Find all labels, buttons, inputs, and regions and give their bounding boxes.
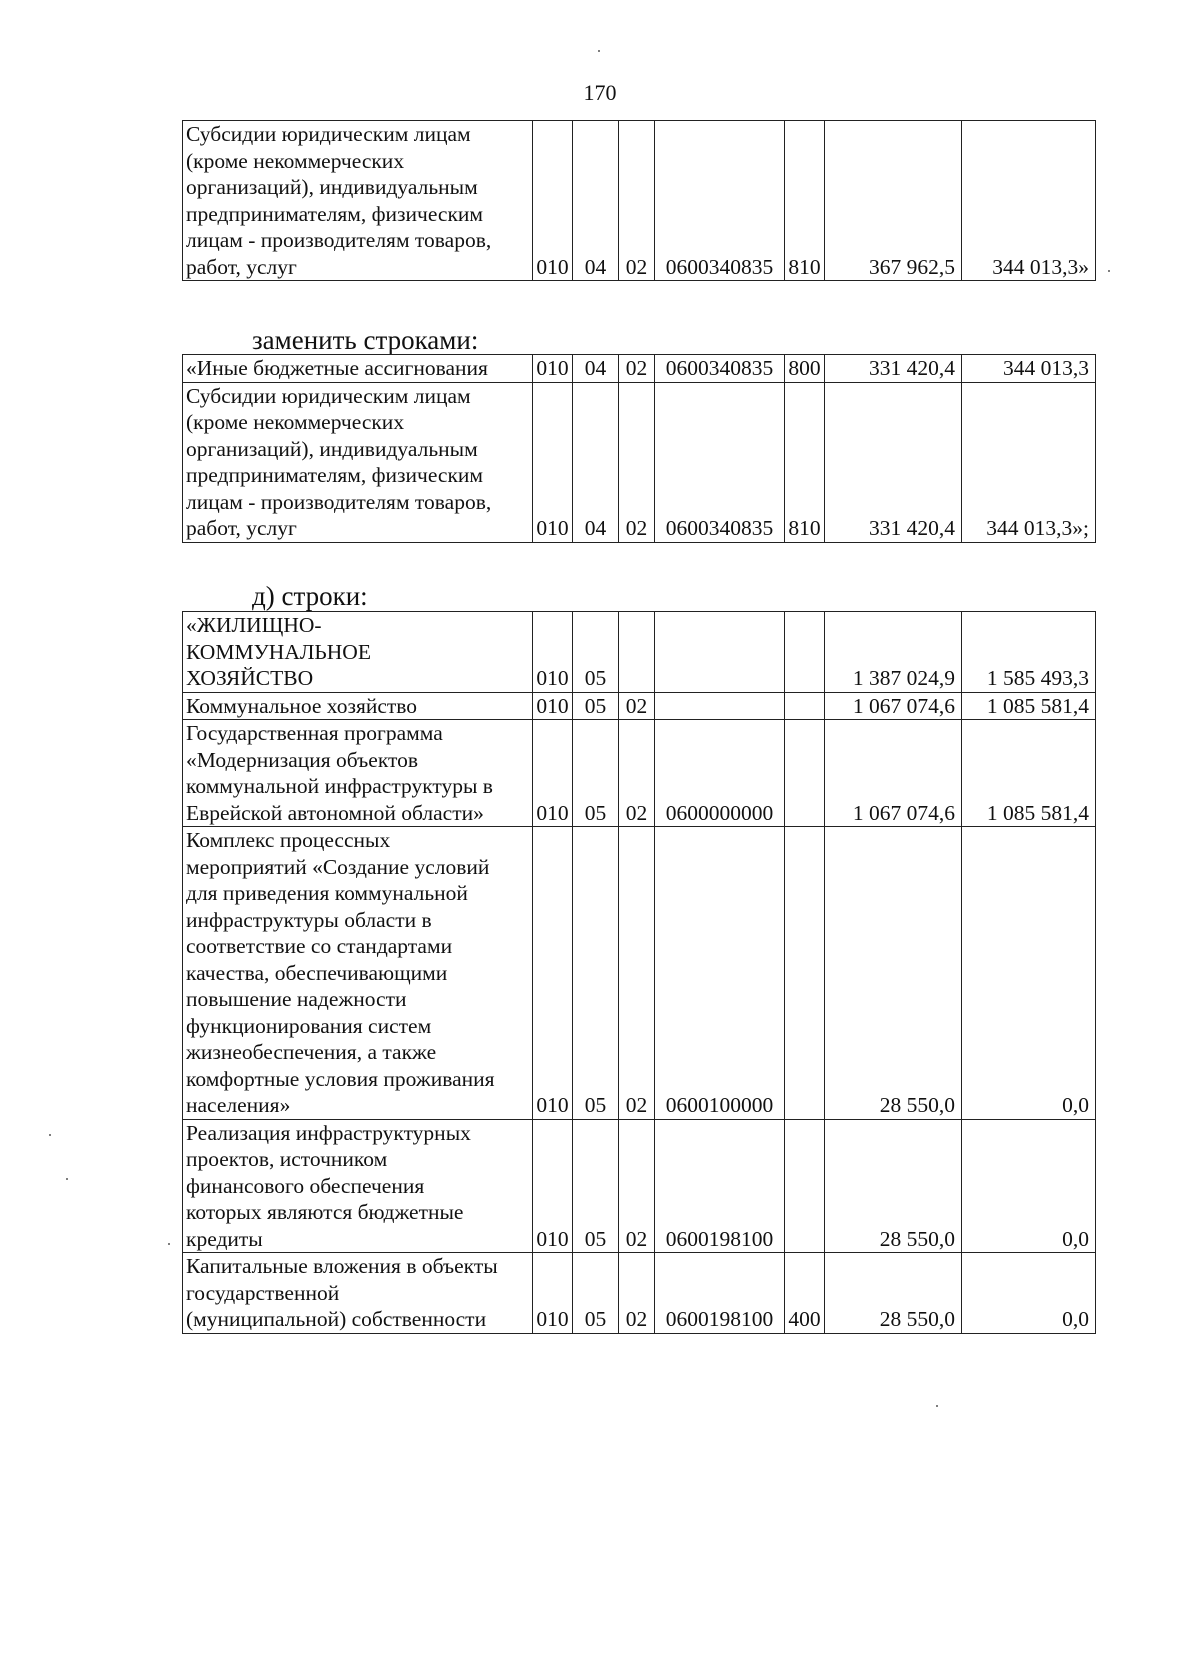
expense-type-code-cell: 800 — [785, 355, 825, 383]
row-description: Субсидии юридическим лицам (кроме некоммерческих организаций), индивидуальным предпринимателям, физическим лицам - производителям товаров, работ, услуг — [183, 121, 533, 281]
amount-year1-cell: 1 387 024,9 — [825, 612, 962, 693]
table-row — [183, 1119, 1096, 1253]
subsection-code-cell: 02 — [619, 355, 655, 383]
row-description: Государственная программа «Модернизация объектов коммунальной инфраструктуры в Еврейской автономной области» — [183, 720, 533, 827]
target-item-code-cell: 0600198100 — [655, 1253, 785, 1334]
budget-table-replacement — [182, 354, 1096, 543]
amount-year2-cell: 1 585 493,3 — [962, 612, 1096, 693]
section-code-cell: 05 — [573, 827, 619, 1120]
scan-speck — [936, 1405, 938, 1407]
scan-speck — [598, 50, 600, 52]
section-code-cell: 04 — [573, 355, 619, 383]
subsection-code-cell: 02 — [619, 382, 655, 542]
section-code-cell: 05 — [573, 612, 619, 693]
ved-code-cell: 010 — [533, 612, 573, 693]
budget-table-d — [182, 611, 1096, 1334]
subsection-code-cell — [619, 612, 655, 693]
scan-speck — [49, 1134, 51, 1136]
ved-code-cell: 010 — [533, 382, 573, 542]
expense-type-code-cell: 810 — [785, 121, 825, 281]
amount-year1-cell: 367 962,5 — [825, 121, 962, 281]
table-row — [183, 720, 1096, 827]
budget-table-top — [182, 120, 1096, 281]
subsection-code-cell: 02 — [619, 1119, 655, 1253]
amount-year1-cell: 1 067 074,6 — [825, 720, 962, 827]
scan-speck — [168, 1243, 170, 1245]
ved-code-cell: 010 — [533, 1253, 573, 1334]
amount-year2-cell: 0,0 — [962, 827, 1096, 1120]
target-item-code-cell: 0600000000 — [655, 720, 785, 827]
target-item-code-cell — [655, 612, 785, 693]
row-description: Капитальные вложения в объекты государственной (муниципальной) собственности — [183, 1253, 533, 1334]
amount-year2-cell: 1 085 581,4 — [962, 720, 1096, 827]
section-heading-d: д) строки: — [252, 581, 368, 611]
target-item-code-cell: 0600198100 — [655, 1119, 785, 1253]
ved-code-cell: 010 — [533, 720, 573, 827]
row-description: Субсидии юридическим лицам (кроме некоммерческих организаций), индивидуальным предпринимателям, физическим лицам - производителям товаров, работ, услуг — [183, 382, 533, 542]
table-row — [183, 612, 1096, 693]
subsection-code-cell: 02 — [619, 827, 655, 1120]
table-row — [183, 382, 1096, 542]
row-description: Комплекс процессных мероприятий «Создание условий для приведения коммунальной инфраструктуры области в соответствие со стандартами качества, обеспечивающими повышение надежности функционирования систем жизнеобеспечения, а также комфортные условия проживания населения» — [183, 827, 533, 1120]
row-description: «Иные бюджетные ассигнования — [183, 355, 533, 383]
expense-type-code-cell — [785, 612, 825, 693]
ved-code-cell: 010 — [533, 692, 573, 720]
target-item-code-cell — [655, 692, 785, 720]
target-item-code-cell: 0600100000 — [655, 827, 785, 1120]
amount-year1-cell: 331 420,4 — [825, 355, 962, 383]
target-item-code-cell: 0600340835 — [655, 121, 785, 281]
table-row — [183, 827, 1096, 1120]
ved-code-cell: 010 — [533, 121, 573, 281]
expense-type-code-cell — [785, 827, 825, 1120]
page-number: 170 — [583, 80, 617, 105]
row-description: «ЖИЛИЩНО- КОММУНАЛЬНОЕ ХОЗЯЙСТВО — [183, 612, 533, 693]
amount-year2-cell: 344 013,3» — [962, 121, 1096, 281]
section-code-cell: 05 — [573, 1119, 619, 1253]
section-code-cell: 05 — [573, 692, 619, 720]
amount-year2-cell: 0,0 — [962, 1253, 1096, 1334]
table-row — [183, 692, 1096, 720]
subsection-code-cell: 02 — [619, 692, 655, 720]
table-row — [183, 121, 1096, 281]
expense-type-code-cell — [785, 692, 825, 720]
amount-year2-cell: 0,0 — [962, 1119, 1096, 1253]
expense-type-code-cell: 400 — [785, 1253, 825, 1334]
amount-year2-cell: 344 013,3 — [962, 355, 1096, 383]
expense-type-code-cell — [785, 1119, 825, 1253]
row-description: Реализация инфраструктурных проектов, источником финансового обеспечения которых являются бюджетные кредиты — [183, 1119, 533, 1253]
amount-year1-cell: 331 420,4 — [825, 382, 962, 542]
subsection-code-cell: 02 — [619, 1253, 655, 1334]
section-code-cell: 05 — [573, 720, 619, 827]
amount-year2-cell: 344 013,3»; — [962, 382, 1096, 542]
amount-year1-cell: 28 550,0 — [825, 1119, 962, 1253]
section-code-cell: 04 — [573, 382, 619, 542]
subsection-code-cell: 02 — [619, 720, 655, 827]
section-code-cell: 04 — [573, 121, 619, 281]
target-item-code-cell: 0600340835 — [655, 382, 785, 542]
ved-code-cell: 010 — [533, 827, 573, 1120]
table-row — [183, 1253, 1096, 1334]
row-description: Коммунальное хозяйство — [183, 692, 533, 720]
scan-speck — [1108, 270, 1110, 272]
ved-code-cell: 010 — [533, 355, 573, 383]
table-row — [183, 355, 1096, 383]
amount-year1-cell: 28 550,0 — [825, 827, 962, 1120]
amount-year2-cell: 1 085 581,4 — [962, 692, 1096, 720]
section-code-cell: 05 — [573, 1253, 619, 1334]
expense-type-code-cell: 810 — [785, 382, 825, 542]
subsection-code-cell: 02 — [619, 121, 655, 281]
amount-year1-cell: 1 067 074,6 — [825, 692, 962, 720]
ved-code-cell: 010 — [533, 1119, 573, 1253]
amount-year1-cell: 28 550,0 — [825, 1253, 962, 1334]
section-heading-replace: заменить строками: — [252, 325, 479, 355]
target-item-code-cell: 0600340835 — [655, 355, 785, 383]
scan-speck — [66, 1178, 68, 1180]
expense-type-code-cell — [785, 720, 825, 827]
